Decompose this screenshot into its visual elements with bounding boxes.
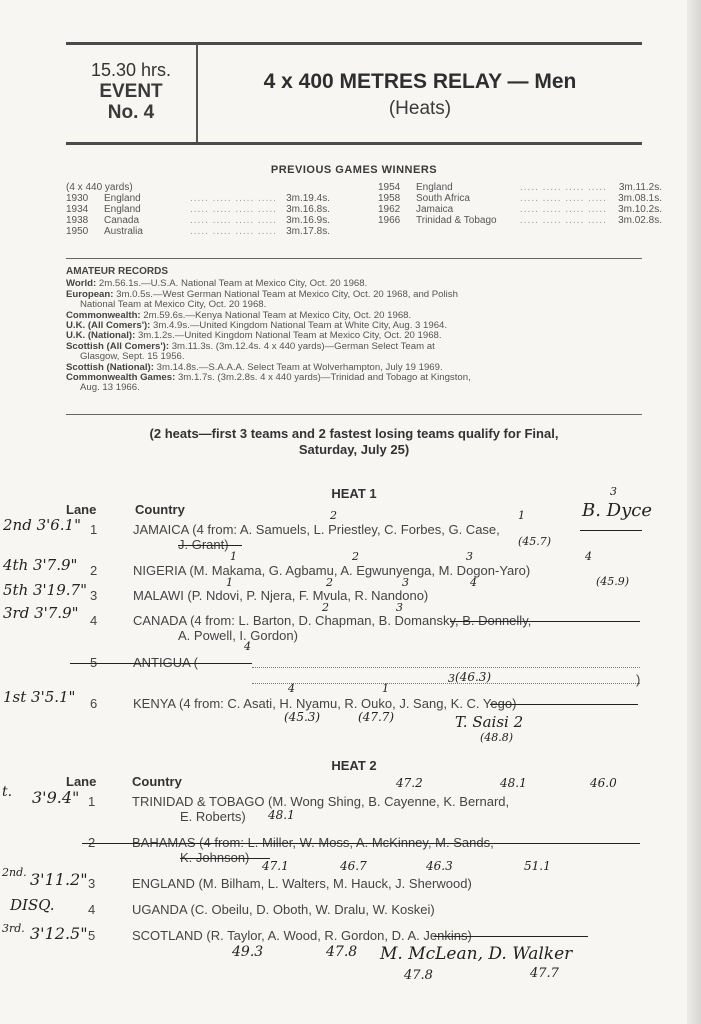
event-subtitle: (Heats)	[388, 98, 452, 119]
record-line: Scottish (National): 3m.14.8s.—S.A.A.A. Select Team at Wolverhampton, July 19 1969.	[66, 361, 443, 373]
heat1-entry-jamaica: JAMAICA (4 from: A. Samuels, L. Priestley, C. Forbes, G. Case,	[133, 522, 500, 537]
section-rule	[66, 258, 642, 259]
hw-scotland-place: 3rd.	[2, 922, 25, 935]
strike-domansky-donnelly	[450, 621, 640, 622]
heat2-lane: 1	[88, 794, 96, 809]
record-line: U.K. (All Comers'): 3m.4.9s.—United Kingdom National Team at White City, Aug. 3 1964.	[66, 320, 448, 332]
hw-nigeria-split: (45.9)	[596, 575, 630, 588]
strike-gordon-jenkins	[434, 936, 588, 937]
record-line: Scottish (All Comers'): 3m.11.3s. (3m.12.4s. 4 x 440 yards)—German Select Team at	[66, 340, 435, 352]
hw-kenya-order: 1	[382, 682, 389, 695]
hw-nigeria-order: 4	[585, 550, 592, 563]
title-box	[198, 44, 642, 142]
record-line: World: 2m.56.1s.—U.S.A. National Team at Mexico City, Oct. 20 1968.	[66, 278, 368, 290]
heat2-entry-trinidad-cont: E. Roberts)	[180, 809, 246, 824]
strike-bahamas	[82, 843, 640, 844]
hw-samuels-order: 2	[330, 509, 337, 522]
strike-case	[580, 530, 642, 531]
hw-split-wong: 47.2	[396, 776, 423, 790]
amateur-records	[66, 267, 642, 394]
hw-forbes-split: (45.7)	[518, 535, 552, 548]
hw-split-cayenne: 48.1	[500, 776, 527, 790]
hw-forbes-order: 1	[518, 509, 525, 522]
hw-split-roberts: 48.1	[268, 808, 295, 822]
hw-nigeria-order: 2	[352, 550, 359, 563]
heat1-country-header: Country	[135, 502, 185, 517]
hw-canada-result: 3rd 3'7.9"	[3, 604, 79, 622]
strike-bahamas-cont	[180, 858, 270, 859]
previous-winners-right	[378, 182, 662, 226]
event-label: EVENT	[99, 81, 163, 102]
hw-nigeria-order: 1	[230, 550, 237, 563]
previous-winners-left	[66, 182, 330, 237]
heat2-lane: 5	[88, 928, 96, 943]
heat1-lane: 1	[90, 522, 98, 537]
hw-trinidad-result: 3'9.4"	[32, 788, 80, 807]
hw-canada-order: 2	[322, 601, 329, 614]
winner-row: 1930 England ..... ..... ..... ..... 3m.19.4s.	[66, 193, 330, 204]
heat1-entry-jamaica-cont: J. Grant)	[178, 537, 229, 552]
strike-sang-yego	[490, 704, 638, 705]
antigua-close-paren: )	[636, 672, 641, 687]
record-line-cont: Aug. 13 1966.	[80, 382, 140, 394]
record-line: European: 3m.0.5s.—West German National Team at Mexico City, Oct. 20 1968, and Polish	[66, 288, 458, 300]
heat1-title: HEAT 1	[331, 486, 377, 501]
hw-uganda-result: DISQ.	[10, 896, 55, 914]
hw-saisi-split: (48.8)	[480, 731, 514, 744]
heat2-entry-bahamas-cont: K. Johnson)	[180, 850, 250, 865]
hw-nyamu-split: (47.7)	[358, 710, 395, 724]
heat1-lane: 4	[90, 613, 98, 628]
heat1-lane-header: Lane	[66, 502, 97, 517]
hw-nigeria-result: 4th 3'7.9"	[3, 556, 78, 574]
hw-split-taylor: 49.3	[232, 944, 264, 960]
hw-nigeria-order: 3	[466, 550, 473, 563]
heat1-entry-canada: CANADA (4 from: L. Barton, D. Chapman, B. Domansky, B. Donnelly,	[133, 613, 532, 628]
heat2-lane: 3	[88, 876, 96, 891]
record-line: Commonwealth Games: 3m.1.7s. (3m.2.8s. 4 x 440 yards)—Trinidad and Tobago at Kingston,	[66, 372, 471, 384]
hw-canada-order: 3	[396, 601, 403, 614]
hw-jamaica-result: 2nd 3'6.1"	[3, 516, 81, 534]
heat2-lane-header: Lane	[66, 774, 97, 789]
strike-antigua	[70, 663, 252, 664]
hw-kenya-order: 4	[288, 682, 295, 695]
hw-malawi-order: 2	[326, 576, 333, 589]
heat2-title: HEAT 2	[331, 758, 377, 773]
hw-england-result: 3'11.2"	[30, 870, 88, 889]
hw-asati-split: (45.3)	[284, 710, 321, 724]
heat1-entry-malawi: MALAWI (P. Ndovi, P. Njera, F. Mvula, R. Nandono)	[133, 588, 429, 603]
heat1-entry-nigeria: NIGERIA (M. Makama, G. Agbamu, A. Egwunyenga, M. Dogon-Yaro)	[133, 563, 531, 578]
hw-split-hauck: 46.3	[426, 859, 453, 873]
record-line: Commonwealth: 2m.59.6s.—Kenya National Team at Mexico City, Oct. 20 1968.	[66, 309, 412, 321]
header-bottom-rule	[66, 142, 642, 145]
heat1-entry-canada-cont: A. Powell, I. Gordon)	[178, 628, 298, 643]
hw-kenya-result: 1st 3'5.1"	[3, 688, 76, 706]
hw-mclean-walker: M. McLean, D. Walker	[380, 944, 573, 964]
hw-split-wood: 47.8	[326, 944, 358, 960]
event-number: No. 4	[107, 102, 155, 123]
event-box	[66, 44, 198, 142]
heat1-entry-antigua: ANTIGUA (	[133, 655, 199, 670]
hw-split-mclean: 47.8	[404, 968, 433, 983]
heat1-lane: 6	[90, 696, 98, 711]
heat2-entry-bahamas: BAHAMAS (4 from: L. Miller, W. Moss, A. McKinney, M. Sands,	[132, 835, 494, 850]
heat2-entry-england: ENGLAND (M. Bilham, L. Walters, M. Hauck, J. Sherwood)	[132, 876, 472, 891]
event-time: 15.30 hrs.	[90, 60, 172, 80]
heat1-lane: 5	[90, 655, 98, 670]
heat2-entry-uganda: UGANDA (C. Obeilu, D. Oboth, W. Dralu, W. Koskei)	[132, 902, 435, 917]
hw-dyce: B. Dyce	[582, 500, 653, 521]
hw-split-bilham: 47.1	[262, 859, 289, 873]
hw-split-sherwood: 51.1	[524, 859, 551, 873]
hw-scotland-result: 3'12.5"	[30, 924, 88, 943]
winner-row: 1962 Jamaica ..... ..... ..... ..... 3m.10.2s.	[378, 204, 662, 215]
previous-winners-title: PREVIOUS GAMES WINNERS	[270, 164, 438, 176]
event-header	[66, 44, 642, 142]
records-title: AMATEUR RECORDS	[66, 266, 169, 277]
qualification-note: (2 heats—first 3 teams and 2 fastest losing teams qualify for Final, Saturday, July 25)	[149, 426, 559, 457]
heat2-country-header: Country	[132, 774, 182, 789]
hw-split-walker: 47.7	[530, 966, 559, 981]
heat2-entry-trinidad: TRINIDAD & TOBAGO (M. Wong Shing, B. Cayenne, K. Bernard,	[132, 794, 510, 809]
record-line: U.K. (National): 3m.1.2s.—United Kingdom National Team at Mexico City, Oct. 20 1968.	[66, 330, 442, 342]
antigua-dotted-line	[252, 683, 640, 684]
hw-england-place: 2nd.	[2, 866, 27, 879]
winner-row: 1934 England ..... ..... ..... ..... 3m.16.8s.	[66, 204, 330, 215]
page-edge-shadow	[687, 0, 701, 1024]
previous-winners-note: (4 x 440 yards)	[66, 182, 133, 193]
heat1-lane: 2	[90, 563, 98, 578]
winner-row: 1958 South Africa ..... ..... ..... ..... 3m.08.1s.	[378, 193, 662, 204]
event-title: 4 x 400 METRES RELAY — Men	[263, 70, 577, 93]
hw-ouko-split: (46.3)	[455, 670, 492, 684]
hw-malawi-order: 1	[226, 576, 233, 589]
hw-saisi: T. Saisi 2	[455, 713, 524, 731]
heat2-entry-scotland: SCOTLAND (R. Taylor, A. Wood, R. Gordon, D. A. Jenkins)	[132, 928, 472, 943]
hw-trinidad-place: t.	[2, 784, 13, 800]
hw-malawi-order: 4	[470, 576, 477, 589]
heat2-lane: 4	[88, 902, 96, 917]
hw-canada-order: 4	[244, 640, 251, 653]
winner-row: 1954 England ..... ..... ..... ..... 3m.11.2s.	[378, 182, 662, 193]
heat2-lane: 2	[88, 835, 96, 850]
hw-kenya-order: 3	[448, 672, 455, 685]
record-line-cont: National Team at Mexico City, Oct. 20 1968.	[80, 299, 267, 311]
section-rule	[66, 414, 642, 415]
heat1-lane: 3	[90, 588, 98, 603]
hw-malawi-result: 5th 3'19.7"	[3, 581, 87, 599]
hw-split-bernard: 46.0	[590, 776, 617, 790]
winner-row: 1966 Trinidad & Tobago ..... ..... ..... ..... 3m.02.8s.	[378, 215, 662, 226]
hw-split-walters: 46.7	[340, 859, 367, 873]
hw-malawi-order: 3	[402, 576, 409, 589]
strike-grant	[178, 545, 242, 546]
winner-row: 1938 Canada ..... ..... ..... ..... 3m.16.9s.	[66, 215, 330, 226]
winner-row: 1950 Australia ..... ..... ..... ..... 3m.17.8s.	[66, 226, 330, 237]
antigua-dotted-line	[252, 667, 640, 668]
heat1-entry-kenya: KENYA (4 from: C. Asati, H. Nyamu, R. Ouko, J. Sang, K. C. Yego)	[133, 696, 517, 711]
record-line-cont: Glasgow, Sept. 15 1956.	[80, 351, 185, 363]
hw-dyce-order: 3	[610, 485, 617, 498]
